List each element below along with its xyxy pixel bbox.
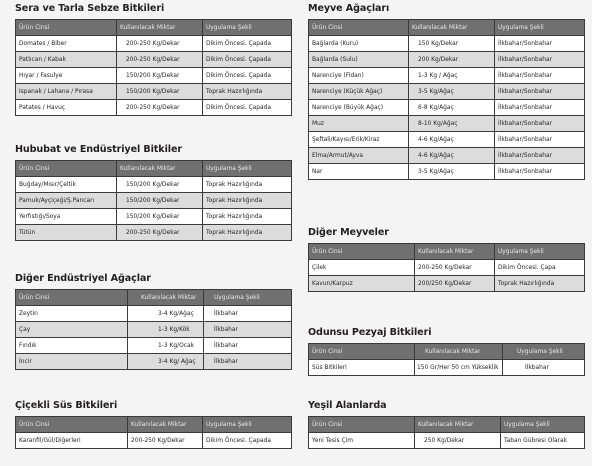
- header-method: Uygulama Şekli: [501, 417, 585, 433]
- table-row: [309, 116, 585, 132]
- cell-method: Toprak Hazırlığında: [495, 276, 585, 292]
- header-amount: Kullanılacak Miktar: [415, 344, 503, 360]
- cell-method: İlkbahar/Sonbahar: [495, 132, 585, 148]
- header-product: Ürün Cinsi: [309, 20, 409, 36]
- cell-method: İlkbahar/Sonbahar: [495, 52, 585, 68]
- section-title: Meyve Ağaçları: [308, 3, 390, 14]
- header-amount: Kullanılacak Miktar: [415, 244, 495, 260]
- table-row: [309, 276, 585, 292]
- cell-amount: 250 Kg/Dekar: [415, 433, 501, 449]
- cell-method: Dikim Öncesi. Çapada: [203, 52, 292, 68]
- section-cicekli: [15, 400, 292, 449]
- cell-amount: 6-8 Kg/Ağaç: [409, 100, 495, 116]
- cell-method: Dikim Öncesi. Çapada: [203, 68, 292, 84]
- table-row: [16, 52, 292, 68]
- header-amount: Kullanılacak Miktar: [415, 417, 501, 433]
- cell-product: Elma/Armut/Ayva: [309, 148, 409, 164]
- table-row: [309, 433, 585, 449]
- header-product: Ürün Cinsi: [16, 20, 117, 36]
- header-amount: Kullanılacak Miktar: [117, 161, 203, 177]
- cell-method: İlkbahar: [204, 322, 292, 338]
- table-row: [16, 209, 292, 225]
- table-sera: [15, 19, 292, 116]
- cell-amount: 150 Gr/Her 50 cm Yükseklik: [415, 360, 503, 376]
- cell-amount: 3-5 Kg/Ağaç: [409, 84, 495, 100]
- cell-product: Zeytin: [16, 306, 128, 322]
- cell-amount: 3-4 Kg/ Ağaç: [128, 354, 204, 370]
- cell-product: Fındık: [16, 338, 128, 354]
- header-product: Ürün Cinsi: [309, 244, 415, 260]
- cell-method: Toprak Hazırlığında: [203, 225, 292, 241]
- header-product: Ürün Cinsi: [309, 344, 415, 360]
- cell-product: Nar: [309, 164, 409, 180]
- cell-method: Toprak Hazırlığında: [203, 209, 292, 225]
- cell-amount: 150/200 Kg/Dekar: [117, 209, 203, 225]
- table-diger-meyve: [308, 243, 585, 292]
- cell-amount: 150/200 Kg/Dekar: [117, 193, 203, 209]
- cell-amount: 200-250 Kg/Dekar: [415, 260, 495, 276]
- cell-product: Patates / Havuç: [16, 100, 117, 116]
- header-amount: Kullanılacak Miktar: [128, 290, 204, 306]
- cell-product: Muz: [309, 116, 409, 132]
- cell-product: Bağlarda (Sulu): [309, 52, 409, 68]
- cell-method: Toprak Hazırlığında: [203, 177, 292, 193]
- cell-method: Dikim Öncesi. Çapada: [203, 100, 292, 116]
- header-amount: Kullanılacak Miktar: [117, 20, 203, 36]
- cell-method: İlkbahar: [204, 306, 292, 322]
- cell-product: Narenciye (Küçük Ağaç): [309, 84, 409, 100]
- table-row: [309, 148, 585, 164]
- cell-method: İlkbahar: [503, 360, 585, 376]
- cell-amount: 200-250 Kg/Dekar: [117, 100, 203, 116]
- header-method: Uygulama Şekli: [204, 290, 292, 306]
- table-row: [16, 338, 292, 354]
- cell-product: Karanfil/Gül/Diğerleri: [16, 433, 128, 449]
- section-title: Yeşil Alanlarda: [308, 400, 387, 411]
- cell-method: İlkbahar: [204, 354, 292, 370]
- cell-product: Kavun/Karpuz: [309, 276, 415, 292]
- table-row: [16, 193, 292, 209]
- section-hububat: [15, 144, 292, 241]
- cell-product: Yerfıstığı/Soya: [16, 209, 117, 225]
- cell-product: Süs Bitkileri: [309, 360, 415, 376]
- cell-method: İlkbahar/Sonbahar: [495, 116, 585, 132]
- cell-product: Narenciye (Fidan): [309, 68, 409, 84]
- cell-amount: 200-250 Kg/Dekar: [128, 433, 203, 449]
- cell-method: İlkbahar/Sonbahar: [495, 36, 585, 52]
- section-endustriyel: [15, 273, 292, 370]
- cell-product: Ispanak / Lahana / Pırasa: [16, 84, 117, 100]
- header-method: Uygulama Şekli: [203, 161, 292, 177]
- cell-product: Bağlarda (Kuru): [309, 36, 409, 52]
- cell-method: Dikim Öncesi. Çapa: [495, 260, 585, 276]
- cell-product: Domates / Biber: [16, 36, 117, 52]
- header-method: Uygulama Şekli: [495, 20, 585, 36]
- table-row: [309, 52, 585, 68]
- section-title: Hububat ve Endüstriyel Bitkiler: [15, 144, 182, 155]
- section-yesil: [308, 400, 585, 449]
- table-row: [16, 177, 292, 193]
- header-product: Ürün Cinsi: [16, 290, 128, 306]
- table-hububat: [15, 160, 292, 241]
- cell-method: İlkbahar/Sonbahar: [495, 68, 585, 84]
- cell-amount: 4-6 Kg/Ağaç: [409, 148, 495, 164]
- table-row: [309, 100, 585, 116]
- table-row: [16, 68, 292, 84]
- section-sera: [15, 3, 292, 116]
- section-title: Diğer Endüstriyel Ağaçlar: [15, 273, 151, 284]
- cell-amount: 3-4 Kg/Ağaç: [128, 306, 204, 322]
- cell-amount: 4-6 Kg/Ağaç: [409, 132, 495, 148]
- cell-method: Toprak Hazırlığında: [203, 193, 292, 209]
- table-row: [16, 354, 292, 370]
- cell-amount: 150/200 Kg/Dekar: [117, 84, 203, 100]
- table-row: [16, 433, 292, 449]
- cell-amount: 200-250 Kg/Dekar: [117, 225, 203, 241]
- cell-product: İncir: [16, 354, 128, 370]
- cell-method: İlkbahar/Sonbahar: [495, 84, 585, 100]
- cell-method: İlkbahar/Sonbahar: [495, 100, 585, 116]
- cell-product: Hıyar / Fasulye: [16, 68, 117, 84]
- cell-product: Pamuk/Ayçiçeği/Ş.Pancarı: [16, 193, 117, 209]
- table-odunsu: [308, 343, 585, 376]
- header-method: Uygulama Şekli: [495, 244, 585, 260]
- cell-amount: 1-3 Kg / Ağaç: [409, 68, 495, 84]
- cell-method: Dikim Öncesi. Çapada: [203, 433, 292, 449]
- cell-method: İlkbahar/Sonbahar: [495, 164, 585, 180]
- table-row: [16, 100, 292, 116]
- cell-method: İlkbahar: [204, 338, 292, 354]
- table-row: [309, 360, 585, 376]
- cell-method: Dikim Öncesi. Çapada: [203, 36, 292, 52]
- cell-method: Taban Gübresi Olarak: [501, 433, 585, 449]
- cell-amount: 1-3 Kg/Kök: [128, 322, 204, 338]
- cell-amount: 200-250 Kg/Dekar: [117, 36, 203, 52]
- table-row: [16, 84, 292, 100]
- cell-amount: 200/250 Kg/Dekar: [415, 276, 495, 292]
- table-row: [16, 306, 292, 322]
- header-product: Ürün Cinsi: [309, 417, 415, 433]
- cell-product: Buğday/Mısır/Çeltik: [16, 177, 117, 193]
- table-endustriyel: [15, 289, 292, 370]
- section-odunsu: [308, 327, 585, 376]
- section-title: Sera ve Tarla Sebze Bitkileri: [15, 3, 165, 14]
- table-row: [16, 36, 292, 52]
- cell-amount: 150/200 Kg/Dekar: [117, 177, 203, 193]
- section-diger-meyve: [308, 227, 585, 292]
- cell-product: Patlıcan / Kabak: [16, 52, 117, 68]
- cell-amount: 8-10 Kg/Ağaç: [409, 116, 495, 132]
- cell-product: Yeni Tesis Çim: [309, 433, 415, 449]
- table-row: [309, 164, 585, 180]
- cell-amount: 1-3 Kg/Ocak: [128, 338, 204, 354]
- table-yesil: [308, 416, 585, 449]
- cell-product: Narenciye (Büyük Ağaç): [309, 100, 409, 116]
- cell-amount: 200-250 Kg/Dekar: [117, 52, 203, 68]
- table-row: [309, 260, 585, 276]
- table-row: [309, 84, 585, 100]
- header-method: Uygulama Şekli: [203, 20, 292, 36]
- cell-method: İlkbahar/Sonbahar: [495, 148, 585, 164]
- cell-amount: 150 Kg/Dekar: [409, 36, 495, 52]
- table-row: [16, 225, 292, 241]
- header-amount: Kullanılacak Miktar: [409, 20, 495, 36]
- section-title: Çiçekli Süs Bitkileri: [15, 400, 118, 411]
- cell-amount: 150/200 Kg/Dekar: [117, 68, 203, 84]
- section-title: Diğer Meyveler: [308, 227, 389, 238]
- table-cicekli: [15, 416, 292, 449]
- cell-amount: 200 Kg/Dekar: [409, 52, 495, 68]
- section-meyve: [308, 3, 585, 180]
- cell-amount: 3-5 Kg/Ağaç: [409, 164, 495, 180]
- table-row: [309, 68, 585, 84]
- table-row: [309, 36, 585, 52]
- section-title: Odunsu Pezyaj Bitkileri: [308, 327, 432, 338]
- cell-product: Şeftali/Kayısı/Erik/Kiraz: [309, 132, 409, 148]
- header-method: Uygulama Şekli: [503, 344, 585, 360]
- header-amount: Kullanılacak Miktar: [128, 417, 203, 433]
- header-product: Ürün Cinsi: [16, 161, 117, 177]
- table-row: [16, 322, 292, 338]
- cell-product: Çay: [16, 322, 128, 338]
- table-meyve: [308, 19, 585, 180]
- table-row: [309, 132, 585, 148]
- cell-method: Toprak Hazırlığında: [203, 84, 292, 100]
- cell-product: Tütün: [16, 225, 117, 241]
- cell-product: Çilek: [309, 260, 415, 276]
- header-product: Ürün Cinsi: [16, 417, 128, 433]
- header-method: Uygulama Şekli: [203, 417, 292, 433]
